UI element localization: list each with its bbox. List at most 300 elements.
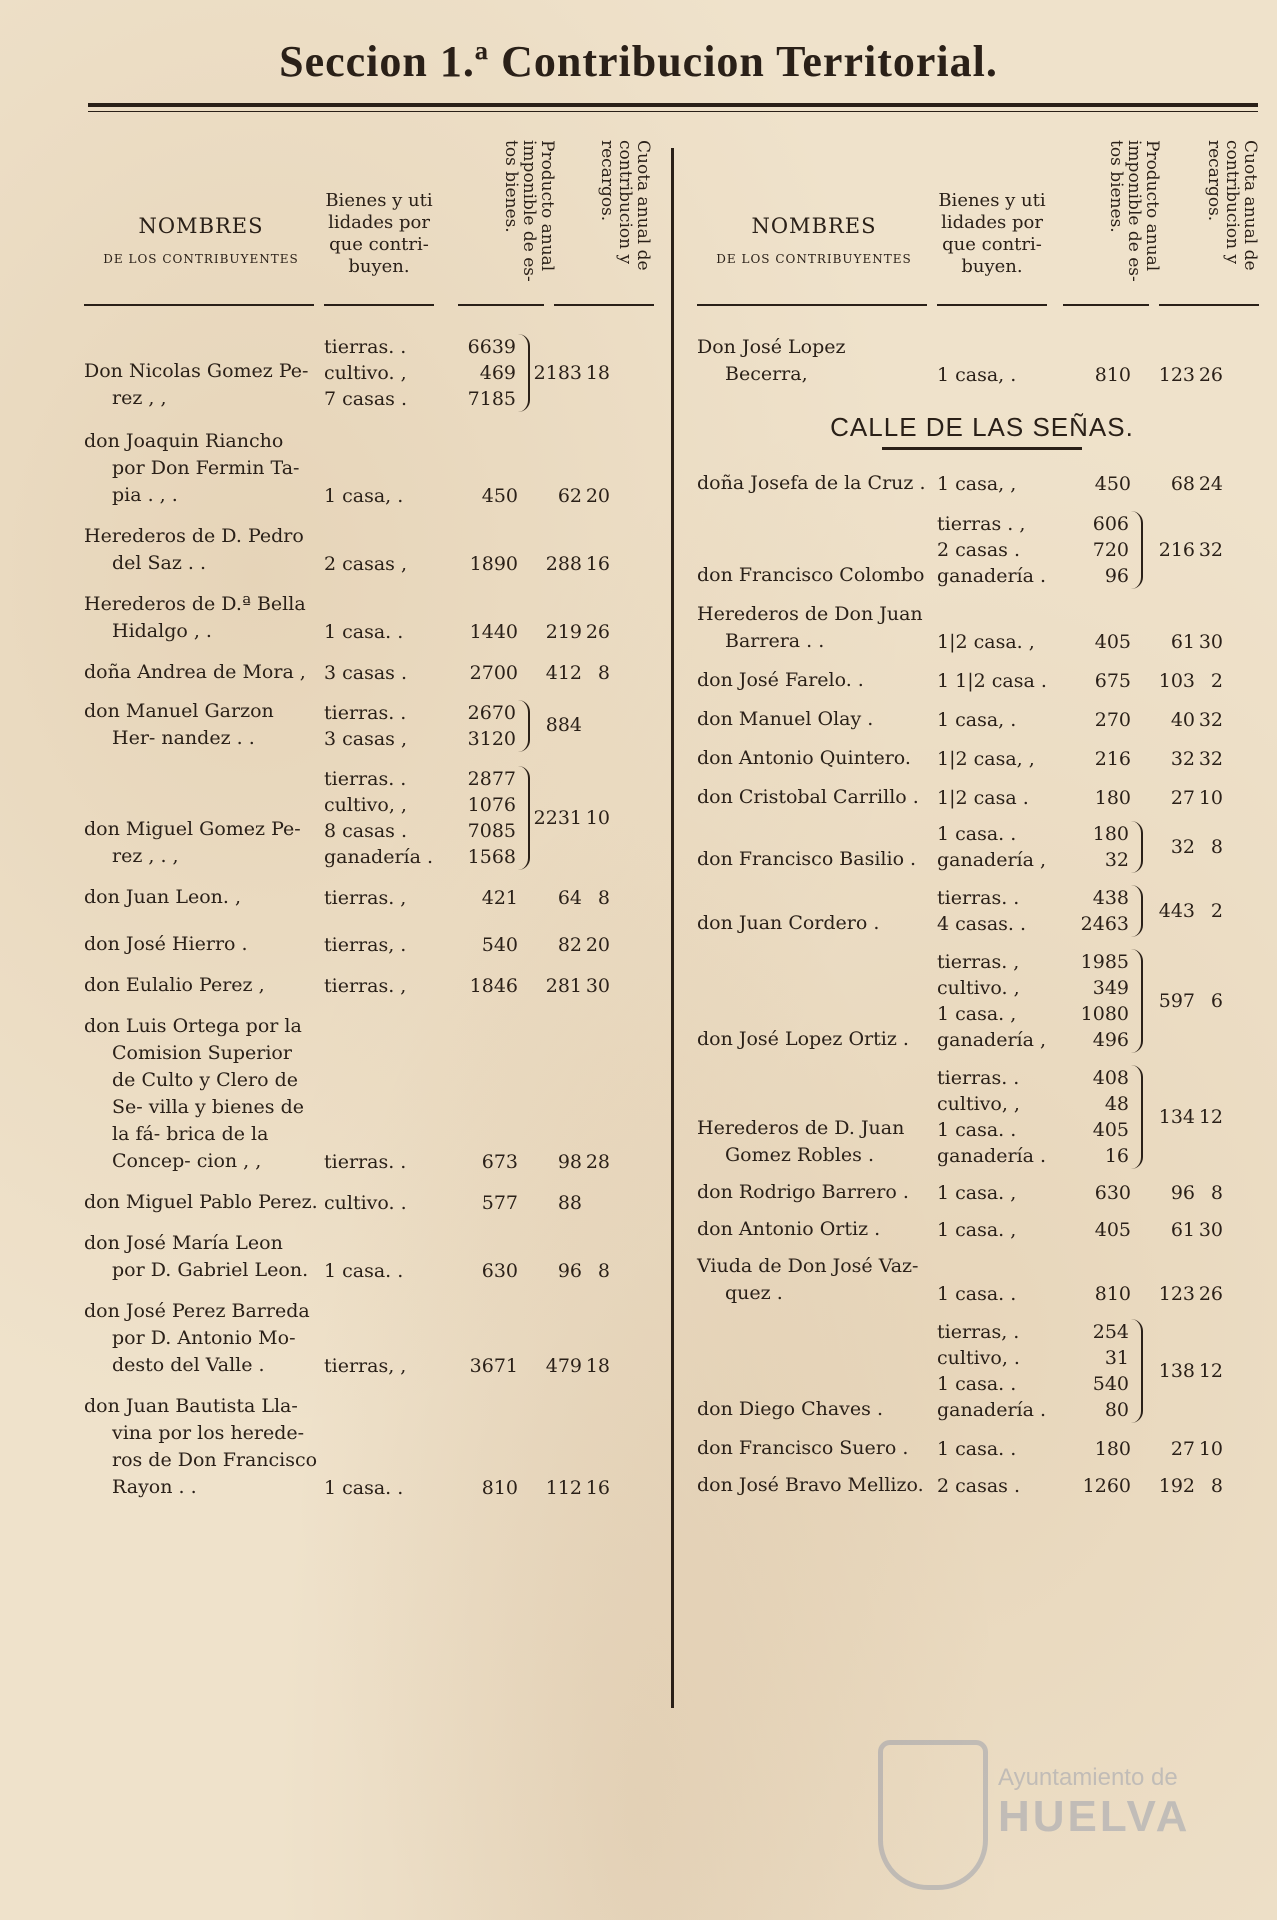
section-title: CALLE DE LAS SEÑAS.	[830, 412, 1134, 442]
producto-value: 7085	[467, 820, 516, 842]
producto-cell	[430, 334, 530, 412]
producto-value: 630	[1094, 1182, 1131, 1204]
cuota-reales: 192	[1158, 1475, 1195, 1497]
producto-value: 810	[1094, 364, 1131, 386]
producto-value: 450	[1094, 473, 1131, 495]
row-gap	[84, 1216, 666, 1230]
row-gap	[697, 694, 1267, 706]
page-title: Seccion 1.ª Contribucion Territorial.	[279, 37, 998, 86]
cuota-maravedis: 26	[1198, 1283, 1223, 1305]
table-row	[697, 784, 1267, 811]
bienes-item: 1 casa. ,	[937, 1003, 1017, 1025]
cuota-maravedis: 18	[585, 1355, 610, 1377]
bienes-cell	[320, 1149, 430, 1175]
contributor-name: don Francisco Basilio .	[697, 848, 917, 870]
cuota-reales: 112	[545, 1477, 582, 1499]
table-row	[84, 591, 666, 645]
cuota-reales: 103	[1158, 670, 1195, 692]
bienes-item: 1 1|2 casa .	[937, 670, 1047, 692]
cuota-reales: 96	[557, 1260, 582, 1282]
producto-cell	[430, 483, 530, 509]
bienes-item: ganadería ,	[937, 1029, 1047, 1051]
producto-value: 1440	[469, 621, 518, 643]
bienes-item: ganadería .	[937, 1145, 1047, 1167]
bienes-item: cultivo. ,	[324, 362, 407, 384]
cuota-reales: 216	[1158, 539, 1195, 561]
cuota-reales: 68	[1170, 473, 1195, 495]
cuota-cell	[1143, 898, 1223, 924]
cuota-cell	[530, 1149, 610, 1175]
contributor-name: Herederos de D.ª Bella Hidalgo , .	[84, 593, 306, 642]
bienes-item: 1 casa. .	[937, 1438, 1017, 1460]
cuota-maravedis: 32	[1198, 748, 1223, 770]
cuota-maravedis: 8	[597, 1260, 610, 1282]
table-row	[697, 511, 1267, 589]
producto-cell	[1043, 785, 1143, 811]
contributor-name: don Francisco Suero .	[697, 1437, 909, 1459]
header-rule	[937, 304, 1047, 306]
right-rows	[697, 470, 1267, 1499]
cuota-maravedis: 8	[597, 662, 610, 684]
cuota-reales: 27	[1170, 787, 1195, 809]
bienes-item: 1 casa, ,	[937, 473, 1017, 495]
cuota-cell	[1143, 629, 1223, 655]
right-table-header	[697, 140, 1267, 310]
producto-cell	[1043, 362, 1143, 388]
cuota-cell	[1143, 362, 1223, 388]
bienes-item: 1 casa. ,	[937, 1182, 1017, 1204]
header-rule	[1063, 304, 1149, 306]
contributor-name: doña Josefa de la Cruz .	[697, 472, 926, 494]
cuota-reales: 32	[1170, 836, 1195, 858]
table-row	[697, 667, 1267, 694]
cuota-reales: 62	[557, 485, 582, 507]
header-names	[697, 214, 931, 266]
producto-value: 1076	[467, 794, 516, 816]
bienes-item: tierras, .	[937, 1321, 1020, 1343]
row-gap	[697, 1307, 1267, 1319]
cuota-reales: 123	[1158, 1283, 1195, 1305]
cuota-reales: 96	[1170, 1182, 1195, 1204]
bienes-cell	[320, 1475, 430, 1501]
cuota-reales: 61	[1170, 631, 1195, 653]
cuota-maravedis: 8	[1210, 1182, 1223, 1204]
table-row	[84, 972, 666, 999]
cuota-reales: 288	[545, 553, 582, 575]
bienes-item: tierras. ,	[937, 951, 1020, 973]
contributor-name: Don José Lopez Becerra,	[697, 336, 846, 385]
bienes-item: 1 casa, .	[937, 364, 1017, 386]
bienes-item: tierras. .	[324, 768, 407, 790]
row-gap	[697, 655, 1267, 667]
producto-cell	[430, 766, 530, 870]
producto-value: 469	[479, 362, 516, 384]
cuota-cell	[1143, 988, 1223, 1014]
bienes-item: tierras. ,	[324, 887, 407, 909]
bienes-item: tierras . ,	[937, 513, 1026, 535]
cuota-maravedis: 30	[1198, 631, 1223, 653]
bienes-cell	[320, 334, 430, 412]
cuota-maravedis: 2	[1210, 900, 1223, 922]
producto-cell	[430, 1190, 530, 1216]
cuota-maravedis: 30	[585, 975, 610, 997]
bienes-item: 1 casa. .	[324, 621, 404, 643]
cuota-cell	[530, 619, 610, 645]
header-bienes: Bienes y uti lidades por que contri- buyen.	[325, 190, 433, 277]
producto-value: 1890	[469, 553, 518, 575]
bienes-item: ganadería .	[937, 1399, 1047, 1421]
producto-cell	[1043, 1217, 1143, 1243]
bienes-cell	[320, 1190, 430, 1216]
table-row	[84, 698, 666, 752]
table-row	[697, 1216, 1267, 1243]
bienes-cell	[320, 1353, 430, 1379]
producto-value: 216	[1094, 748, 1131, 770]
cuota-maravedis: 12	[1198, 1106, 1223, 1128]
cuota-reales: 884	[545, 714, 582, 736]
contributor-name: don José Bravo Mellizo.	[697, 1474, 924, 1496]
bienes-cell	[933, 362, 1043, 388]
cuota-cell	[1143, 1104, 1223, 1130]
bienes-cell	[933, 1281, 1043, 1307]
producto-value: 405	[1094, 1219, 1131, 1241]
header-bienes: Bienes y uti lidades por que contri- buyen.	[938, 190, 1046, 277]
cuota-cell	[1143, 1358, 1223, 1384]
bienes-item: 1 casa. .	[324, 1260, 404, 1282]
bienes-cell	[933, 1319, 1047, 1423]
row-gap	[84, 958, 666, 972]
producto-cell	[430, 932, 530, 958]
producto-value: 16	[1104, 1145, 1129, 1167]
left-table-header	[84, 140, 666, 310]
cuota-maravedis: 12	[1198, 1360, 1223, 1382]
cuota-reales: 27	[1170, 1438, 1195, 1460]
producto-value: 270	[1094, 709, 1131, 731]
bienes-item: cultivo, ,	[324, 794, 407, 816]
cuota-maravedis: 10	[585, 807, 610, 829]
row-gap	[697, 1169, 1267, 1179]
producto-cell	[430, 885, 530, 911]
producto-value: 3671	[469, 1355, 518, 1377]
producto-value: 577	[481, 1192, 518, 1214]
row-gap	[84, 645, 666, 659]
cuota-cell	[1143, 1436, 1223, 1462]
cuota-cell	[530, 805, 610, 831]
cuota-maravedis: 26	[585, 621, 610, 643]
producto-value: 1568	[467, 846, 516, 868]
producto-cell	[430, 973, 530, 999]
producto-value: 32	[1104, 849, 1129, 871]
bienes-cell	[320, 551, 430, 577]
cuota-cell	[1143, 785, 1223, 811]
cuota-maravedis: 10	[1198, 1438, 1223, 1460]
contributor-name: don Joaquin Riancho por Don Fermin Ta- pia . , .	[84, 430, 300, 506]
bienes-cell	[320, 1258, 430, 1284]
contributor-name: don José Farelo. .	[697, 669, 864, 691]
bienes-cell	[320, 483, 430, 509]
header-names-bottom: DE LOS CONTRIBUYENTES	[103, 252, 299, 266]
bienes-item: 3 casas .	[324, 662, 408, 684]
contributor-name: don Diego Chaves .	[697, 1398, 883, 1420]
header-rule	[84, 304, 314, 306]
cuota-maravedis: 30	[1198, 1219, 1223, 1241]
cuota-cell	[1143, 1180, 1223, 1206]
header-cuota: Cuota anual de contribucion y recargos.	[1204, 140, 1260, 271]
table-row	[697, 885, 1267, 937]
header-names	[84, 214, 318, 266]
table-row	[697, 1065, 1267, 1169]
producto-value: 421	[481, 887, 518, 909]
table-row	[84, 523, 666, 577]
contributor-name: don Manuel Olay .	[697, 708, 874, 730]
row-gap	[697, 937, 1267, 949]
bienes-cell	[933, 1217, 1043, 1243]
cuota-reales: 443	[1158, 900, 1195, 922]
producto-cell	[1043, 821, 1143, 873]
cuota-cell	[1143, 707, 1223, 733]
bienes-item: 1 casa. ,	[937, 1219, 1017, 1241]
cuota-reales: 138	[1158, 1360, 1195, 1382]
cuota-cell	[530, 483, 610, 509]
cuota-maravedis: 16	[585, 1477, 610, 1499]
contributor-name: don Miguel Gomez Pe- rez , . ,	[84, 818, 301, 867]
bienes-item: 1 casa. .	[937, 1119, 1017, 1141]
cuota-reales: 123	[1158, 364, 1195, 386]
cuota-reales: 2183	[533, 362, 582, 384]
table-row	[697, 334, 1267, 388]
header-producto: Producto anual imponible de es- tos bienes.	[501, 140, 557, 282]
bienes-item: tierras. ,	[324, 975, 407, 997]
header-rule	[697, 304, 927, 306]
bienes-cell	[933, 629, 1043, 655]
producto-cell	[1043, 1436, 1143, 1462]
table-row	[84, 1230, 666, 1284]
bienes-item: 1 casa, .	[324, 485, 404, 507]
contributor-name: don Miguel Pablo Perez.	[84, 1191, 318, 1213]
bienes-cell	[320, 766, 434, 870]
row-gap	[697, 1462, 1267, 1472]
header-names-bottom: DE LOS CONTRIBUYENTES	[716, 252, 912, 266]
contributor-name: don José Hierro .	[84, 933, 248, 955]
producto-cell	[1043, 471, 1143, 497]
producto-cell	[1043, 707, 1143, 733]
cuota-maravedis: 24	[1198, 473, 1223, 495]
producto-value: 31	[1104, 1347, 1129, 1369]
cuota-cell	[530, 712, 610, 738]
producto-value: 6639	[467, 336, 516, 358]
header-rule	[458, 304, 544, 306]
cuota-maravedis: 6	[1210, 990, 1223, 1012]
producto-cell	[1043, 511, 1143, 589]
bienes-item: cultivo. .	[324, 1192, 407, 1214]
cuota-maravedis: 28	[585, 1151, 610, 1173]
bienes-cell	[320, 660, 430, 686]
table-row	[84, 931, 666, 958]
table-row	[697, 1179, 1267, 1206]
bienes-cell	[933, 707, 1043, 733]
cuota-reales: 281	[545, 975, 582, 997]
contributor-name: don Rodrigo Barrero .	[697, 1181, 909, 1203]
bienes-item: 2 casas ,	[324, 553, 408, 575]
table-row	[697, 1435, 1267, 1462]
bienes-cell	[933, 746, 1043, 772]
cuota-reales: 219	[545, 621, 582, 643]
cuota-maravedis: 2	[1210, 670, 1223, 692]
table-row	[697, 706, 1267, 733]
producto-value: 2463	[1080, 913, 1129, 935]
bienes-item: 4 casas. .	[937, 913, 1027, 935]
cuota-cell	[1143, 834, 1223, 860]
producto-value: 450	[481, 485, 518, 507]
contributor-name: don Cristobal Carrillo .	[697, 786, 919, 808]
bienes-item: 2 casas .	[937, 1475, 1021, 1497]
bienes-item: 1|2 casa .	[937, 787, 1029, 809]
producto-value: 1846	[469, 975, 518, 997]
header-rule	[324, 304, 434, 306]
contributor-name: Herederos de Don Juan Barrera . .	[697, 603, 923, 652]
bienes-item: cultivo, .	[937, 1347, 1020, 1369]
bienes-item: cultivo, ,	[937, 1093, 1020, 1115]
producto-value: 408	[1092, 1067, 1129, 1089]
shield-icon	[878, 1740, 988, 1890]
table-row	[697, 470, 1267, 497]
cuota-cell	[530, 932, 610, 958]
row-gap	[84, 911, 666, 931]
cuota-reales: 479	[545, 1355, 582, 1377]
contributor-name: don José Perez Barreda por D. Antonio Mo- desto del Valle .	[84, 1300, 310, 1376]
cuota-cell	[1143, 471, 1223, 497]
bienes-cell	[933, 785, 1043, 811]
row-gap	[697, 1243, 1267, 1253]
bienes-item: ganadería .	[324, 846, 434, 868]
row-gap	[697, 1053, 1267, 1065]
bienes-cell	[933, 1473, 1043, 1499]
title-rule	[88, 103, 1258, 107]
row-gap	[697, 497, 1267, 511]
cuota-maravedis: 8	[597, 887, 610, 909]
producto-value: 2700	[469, 662, 518, 684]
producto-value: 675	[1094, 670, 1131, 692]
bienes-item: ganadería .	[937, 565, 1047, 587]
producto-value: 48	[1104, 1093, 1129, 1115]
producto-value: 810	[1094, 1283, 1131, 1305]
bienes-item: 1|2 casa. ,	[937, 631, 1035, 653]
contributor-name: don José Lopez Ortiz .	[697, 1028, 909, 1050]
table-row	[84, 1298, 666, 1379]
producto-value: 810	[481, 1477, 518, 1499]
producto-value: 180	[1094, 1438, 1131, 1460]
producto-cell	[430, 551, 530, 577]
cuota-maravedis: 8	[1210, 836, 1223, 858]
producto-cell	[430, 660, 530, 686]
producto-value: 80	[1104, 1399, 1129, 1421]
cuota-cell	[530, 1475, 610, 1501]
producto-cell	[1043, 668, 1143, 694]
producto-cell	[430, 1475, 530, 1501]
row-gap	[697, 1206, 1267, 1216]
table-row	[84, 428, 666, 509]
producto-value: 720	[1092, 539, 1129, 561]
row-gap	[84, 1175, 666, 1189]
producto-cell	[1043, 885, 1143, 937]
cuota-cell	[1143, 537, 1223, 563]
bienes-item: 3 casas ,	[324, 728, 408, 750]
producto-value: 606	[1092, 513, 1129, 535]
producto-value: 2877	[467, 768, 516, 790]
table-row	[697, 745, 1267, 772]
row-gap	[84, 752, 666, 766]
bienes-item: 1 casa. .	[937, 823, 1017, 845]
contributor-name: don José María Leon por D. Gabriel Leon.	[84, 1232, 309, 1281]
bienes-item: tierras, ,	[324, 1355, 407, 1377]
header-names-top: NOMBRES	[751, 214, 877, 238]
producto-cell	[1043, 1473, 1143, 1499]
cuota-cell	[530, 1190, 610, 1216]
contributor-name: don Juan Bautista Lla- vina por los herede- ros de Don Francisco Rayon . .	[84, 1395, 318, 1498]
contributor-name: doña Andrea de Mora ,	[84, 661, 306, 683]
cuota-cell	[530, 1353, 610, 1379]
row-gap	[697, 873, 1267, 885]
bienes-item: 8 casas .	[324, 820, 408, 842]
bienes-item: 1 casa. .	[937, 1373, 1017, 1395]
producto-value: 2670	[467, 702, 516, 724]
bienes-item: cultivo. ,	[937, 977, 1020, 999]
cuota-reales: 597	[1158, 990, 1195, 1012]
bienes-item: ganadería ,	[937, 849, 1047, 871]
row-gap	[697, 1423, 1267, 1435]
right-column	[697, 140, 1267, 1499]
bienes-item: tierras. .	[324, 702, 407, 724]
producto-cell	[430, 700, 530, 752]
table-row	[84, 766, 666, 870]
bienes-item: 1 casa, .	[937, 709, 1017, 731]
producto-cell	[1043, 949, 1143, 1053]
cuota-cell	[1143, 1473, 1223, 1499]
header-names-top: NOMBRES	[138, 214, 264, 238]
producto-value: 630	[481, 1260, 518, 1282]
producto-value: 1080	[1080, 1003, 1129, 1025]
bienes-item: 7 casas .	[324, 388, 408, 410]
producto-value: 1985	[1080, 951, 1129, 973]
row-gap	[84, 412, 666, 428]
row-gap	[697, 589, 1267, 601]
producto-value: 673	[481, 1151, 518, 1173]
cuota-cell	[1143, 1281, 1223, 1307]
left-rows	[84, 334, 666, 1501]
cuota-cell	[530, 973, 610, 999]
row-gap	[697, 733, 1267, 745]
contributor-name: Don Nicolas Gomez Pe- rez , ,	[84, 360, 309, 409]
contributor-name: don Manuel Garzon Her- nandez . .	[84, 700, 274, 749]
bienes-cell	[933, 1180, 1043, 1206]
bienes-cell	[933, 1065, 1047, 1169]
contributor-name: don Antonio Ortiz .	[697, 1218, 881, 1240]
bienes-cell	[320, 885, 430, 911]
table-row	[84, 1189, 666, 1216]
bienes-cell	[933, 949, 1047, 1053]
cuota-maravedis: 18	[585, 362, 610, 384]
producto-cell	[1043, 629, 1143, 655]
cuota-maravedis: 16	[585, 553, 610, 575]
cuota-cell	[530, 360, 610, 386]
watermark-bottom: HUELVA	[998, 1792, 1191, 1841]
header-rule	[554, 304, 654, 306]
table-row	[84, 1393, 666, 1501]
cuota-reales: 64	[557, 887, 582, 909]
cuota-reales: 82	[557, 934, 582, 956]
cuota-cell	[530, 660, 610, 686]
header-rule	[1159, 304, 1259, 306]
